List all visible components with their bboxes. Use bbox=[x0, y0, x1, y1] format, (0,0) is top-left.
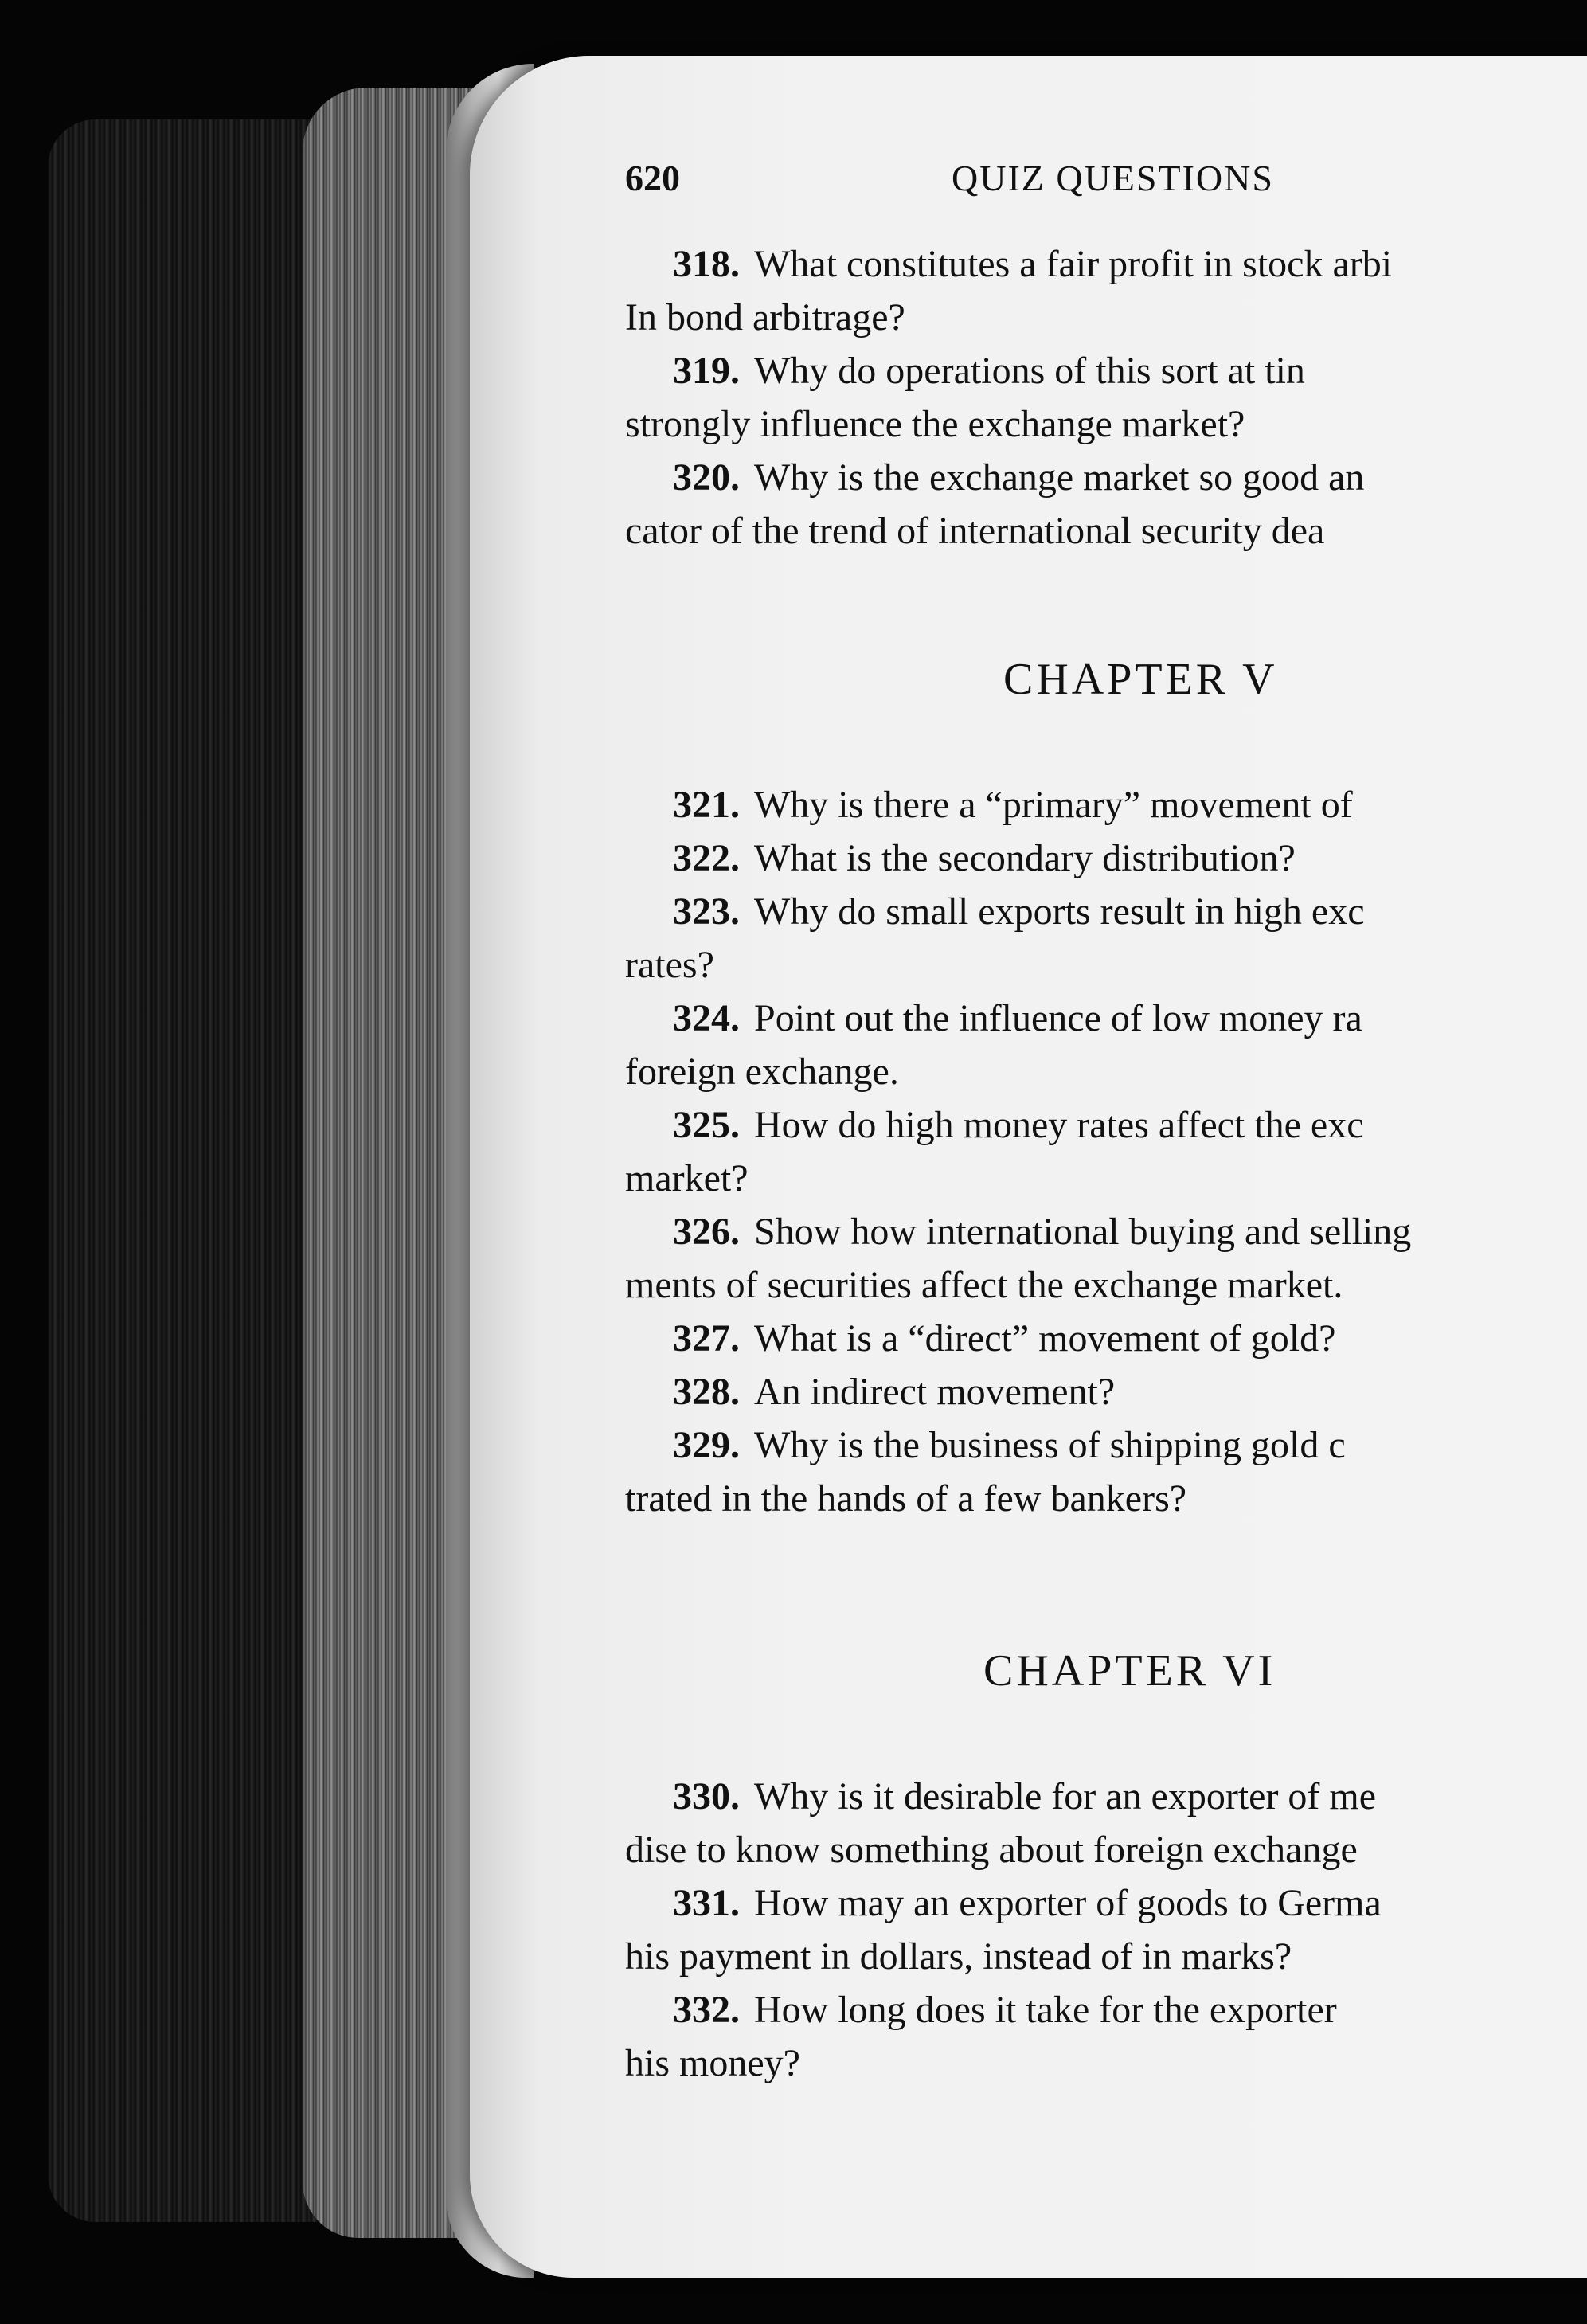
question-328 bbox=[625, 1365, 1587, 1418]
question-text-cont: market? bbox=[625, 1157, 749, 1199]
question-text-cont: dise to know something about foreign exchange bbox=[625, 1829, 1358, 1871]
question-text: Why do small exports result in high exc bbox=[754, 890, 1365, 933]
question-text-cont: strongly influence the exchange market? bbox=[625, 403, 1245, 445]
page-header bbox=[625, 151, 1587, 215]
question-list-chapter-vi bbox=[625, 1770, 1587, 2090]
question-text-cont: In bond arbitrage? bbox=[625, 296, 905, 338]
question-text: What constitutes a fair profit in stock arbi bbox=[754, 243, 1393, 285]
question-number: 331. bbox=[673, 1882, 740, 1924]
question-text-cont: rates? bbox=[625, 944, 714, 986]
question-text: How do high money rates affect the exc bbox=[754, 1104, 1364, 1146]
question-number: 322. bbox=[673, 837, 740, 879]
question-text: An indirect movement? bbox=[754, 1371, 1116, 1413]
question-332 bbox=[625, 1983, 1587, 2090]
question-322 bbox=[625, 831, 1587, 885]
question-number: 321. bbox=[673, 784, 740, 826]
question-321 bbox=[625, 778, 1587, 831]
question-text: Why is the business of shipping gold c bbox=[754, 1424, 1346, 1466]
question-number: 330. bbox=[673, 1775, 740, 1817]
question-320 bbox=[625, 451, 1587, 558]
question-325 bbox=[625, 1098, 1587, 1205]
question-327 bbox=[625, 1312, 1587, 1365]
question-number: 325. bbox=[673, 1104, 740, 1146]
page-number: 620 bbox=[625, 158, 680, 198]
question-318 bbox=[625, 237, 1587, 344]
question-number: 328. bbox=[673, 1371, 740, 1413]
chapter-heading-v: CHAPTER V bbox=[1003, 655, 1278, 704]
running-head: QUIZ QUESTIONS bbox=[952, 158, 1274, 198]
question-number: 326. bbox=[673, 1211, 740, 1253]
question-number: 324. bbox=[673, 997, 740, 1039]
question-list-chapter-v bbox=[625, 778, 1587, 1525]
question-text-cont: trated in the hands of a few bankers? bbox=[625, 1477, 1187, 1520]
question-text: Show how international buying and selling bbox=[754, 1211, 1412, 1253]
question-text: How long does it take for the exporter bbox=[754, 1989, 1337, 2031]
question-text-cont: his money? bbox=[625, 2042, 800, 2084]
question-number: 318. bbox=[673, 243, 740, 285]
question-number: 332. bbox=[673, 1989, 740, 2031]
question-text-cont: cator of the trend of international security dea bbox=[625, 510, 1325, 552]
question-number: 329. bbox=[673, 1424, 740, 1466]
question-text-cont: his payment in dollars, instead of in marks? bbox=[625, 1935, 1292, 1978]
question-text: What is a “direct” movement of gold? bbox=[754, 1317, 1336, 1360]
question-text: What is the secondary distribution? bbox=[754, 837, 1296, 879]
question-text: Why is the exchange market so good an bbox=[754, 456, 1365, 499]
question-319 bbox=[625, 344, 1587, 451]
question-number: 320. bbox=[673, 456, 740, 499]
question-number: 323. bbox=[673, 890, 740, 933]
page-text bbox=[625, 151, 1587, 2090]
question-number: 319. bbox=[673, 350, 740, 392]
question-331 bbox=[625, 1876, 1587, 1983]
question-323 bbox=[625, 885, 1587, 992]
question-text: Why is it desirable for an exporter of me bbox=[754, 1775, 1377, 1817]
question-text-cont: ments of securities affect the exchange market. bbox=[625, 1264, 1343, 1306]
question-text: Point out the influence of low money ra bbox=[754, 997, 1362, 1039]
chapter-heading-vi: CHAPTER VI bbox=[983, 1646, 1276, 1696]
page-edges-far bbox=[48, 119, 319, 2222]
question-list-prior bbox=[625, 237, 1587, 558]
question-326 bbox=[625, 1205, 1587, 1312]
question-330 bbox=[625, 1770, 1587, 1876]
question-329 bbox=[625, 1418, 1587, 1525]
question-324 bbox=[625, 992, 1587, 1098]
question-text: Why is there a “primary” movement of bbox=[754, 784, 1353, 826]
question-number: 327. bbox=[673, 1317, 740, 1360]
question-text: Why do operations of this sort at tin bbox=[754, 350, 1305, 392]
question-text-cont: foreign exchange. bbox=[625, 1050, 899, 1093]
question-text: How may an exporter of goods to Germa bbox=[754, 1882, 1382, 1924]
